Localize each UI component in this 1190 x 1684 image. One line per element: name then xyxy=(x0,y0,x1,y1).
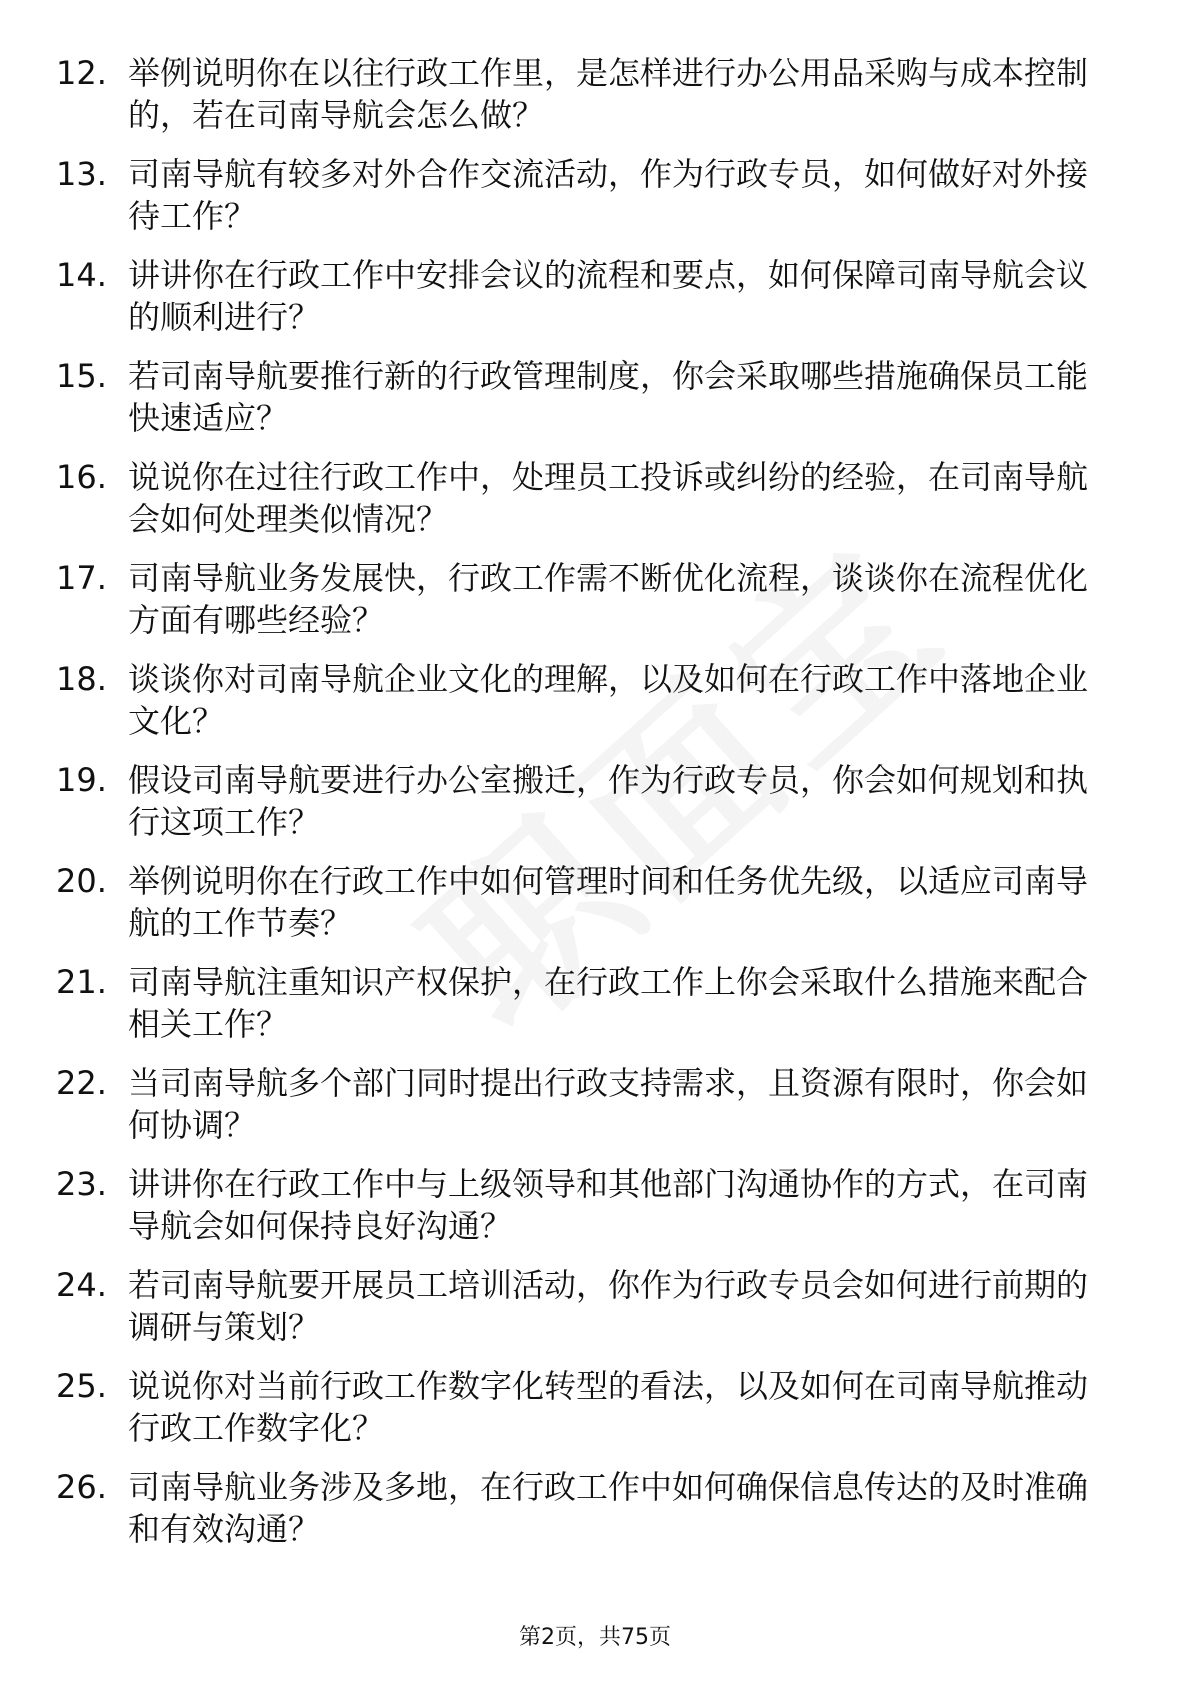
item-number: 23. xyxy=(56,1165,107,1203)
list-item xyxy=(56,456,1116,540)
item-number: 13. xyxy=(56,155,107,193)
item-number: 17. xyxy=(56,559,107,597)
list-item xyxy=(56,52,1116,136)
item-number: 14. xyxy=(56,256,107,294)
list-item xyxy=(56,1163,1116,1247)
item-text: 说说你对当前行政工作数字化转型的看法，以及如何在司南导航推动行政工作数字化？ xyxy=(128,1367,1089,1447)
list-item xyxy=(56,1466,1116,1550)
item-text: 若司南导航要推行新的行政管理制度，你会采取哪些措施确保员工能快速适应？ xyxy=(128,357,1089,437)
item-number: 21. xyxy=(56,963,107,1001)
item-number: 22. xyxy=(56,1064,107,1102)
list-item xyxy=(56,1062,1116,1146)
list-item xyxy=(56,153,1116,237)
list-item xyxy=(56,557,1116,641)
list-item xyxy=(56,759,1116,843)
item-text: 假设司南导航要进行办公室搬迁，作为行政专员，你会如何规划和执行这项工作？ xyxy=(128,761,1089,841)
item-text: 司南导航业务发展快，行政工作需不断优化流程，谈谈你在流程优化方面有哪些经验？ xyxy=(128,559,1089,639)
item-text: 讲讲你在行政工作中与上级领导和其他部门沟通协作的方式，在司南导航会如何保持良好沟通？ xyxy=(128,1165,1089,1245)
item-text: 谈谈你对司南导航企业文化的理解，以及如何在行政工作中落地企业文化？ xyxy=(128,660,1089,740)
item-text: 司南导航注重知识产权保护，在行政工作上你会采取什么措施来配合相关工作？ xyxy=(128,963,1089,1043)
item-number: 12. xyxy=(56,54,107,92)
item-number: 24. xyxy=(56,1266,107,1304)
list-item xyxy=(56,254,1116,338)
item-text: 举例说明你在以往行政工作里，是怎样进行办公用品采购与成本控制的，若在司南导航会怎么做？ xyxy=(128,54,1089,134)
list-item xyxy=(56,658,1116,742)
list-item xyxy=(56,1365,1116,1449)
list-item xyxy=(56,860,1116,944)
item-number: 16. xyxy=(56,458,107,496)
item-number: 26. xyxy=(56,1468,107,1506)
item-number: 18. xyxy=(56,660,107,698)
item-text: 举例说明你在行政工作中如何管理时间和任务优先级，以适应司南导航的工作节奏？ xyxy=(128,862,1089,942)
item-text: 说说你在过往行政工作中，处理员工投诉或纠纷的经验，在司南导航会如何处理类似情况？ xyxy=(128,458,1089,538)
item-text: 当司南导航多个部门同时提出行政支持需求，且资源有限时，你会如何协调？ xyxy=(128,1064,1089,1144)
page-footer: 第2页，共75页 xyxy=(519,1625,671,1650)
question-list xyxy=(56,52,1116,1567)
list-item xyxy=(56,961,1116,1045)
item-number: 19. xyxy=(56,761,107,799)
item-text: 若司南导航要开展员工培训活动，你作为行政专员会如何进行前期的调研与策划？ xyxy=(128,1266,1089,1346)
item-number: 15. xyxy=(56,357,107,395)
item-text: 司南导航业务涉及多地，在行政工作中如何确保信息传达的及时准确和有效沟通？ xyxy=(128,1468,1089,1548)
list-item xyxy=(56,1264,1116,1348)
item-number: 20. xyxy=(56,862,107,900)
list-item xyxy=(56,355,1116,439)
item-text: 司南导航有较多对外合作交流活动，作为行政专员，如何做好对外接待工作？ xyxy=(128,155,1089,235)
item-text: 讲讲你在行政工作中安排会议的流程和要点，如何保障司南导航会议的顺利进行？ xyxy=(128,256,1089,336)
item-number: 25. xyxy=(56,1367,107,1405)
